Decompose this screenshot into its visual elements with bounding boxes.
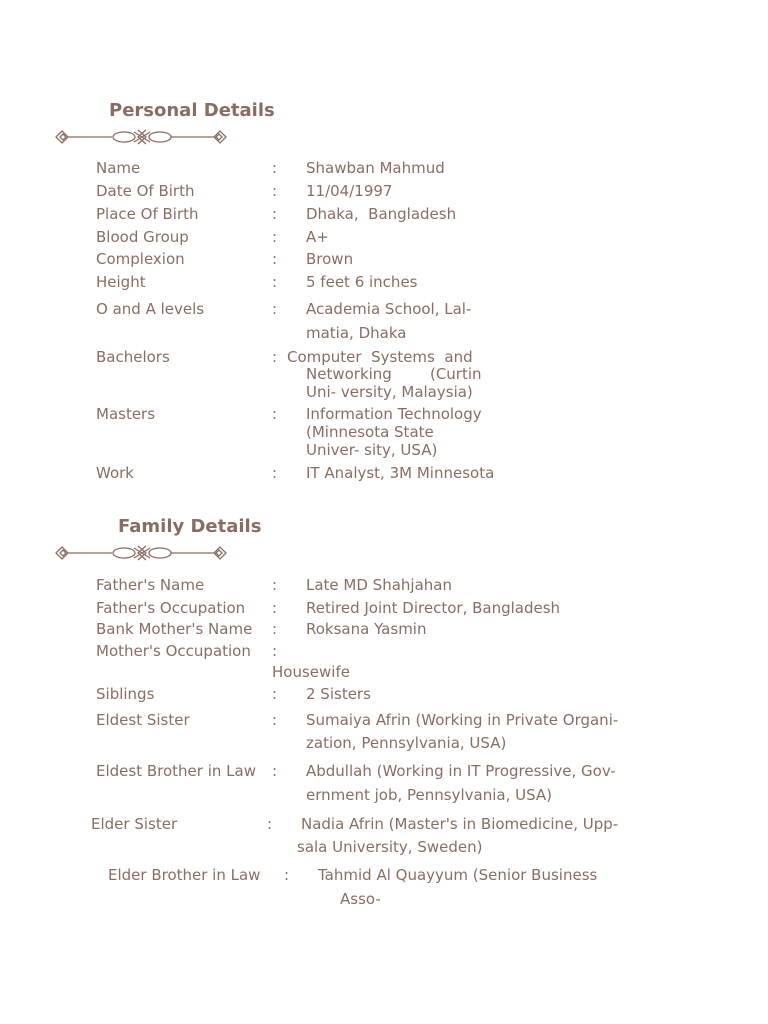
value-complexion: Brown [306, 250, 354, 268]
separator: : [272, 620, 278, 638]
value-elder-brother-in-law-line-1: Tahmid Al Quayyum (Senior Business [318, 866, 598, 884]
divider-ornament-icon [54, 542, 228, 564]
label-elder-brother-in-law: Elder Brother in Law [108, 866, 261, 884]
value-bachelors-line-1: Computer Systems and [287, 348, 473, 366]
label-complexion: Complexion [96, 250, 185, 268]
separator: : [272, 576, 278, 594]
value-eldest-sister-line-2: zation, Pennsylvania, USA) [306, 734, 507, 752]
value-elder-sister-line-2: sala University, Sweden) [297, 838, 483, 856]
value-o-and-a-levels-line-1: Academia School, Lal- [306, 300, 472, 318]
label-bachelors: Bachelors [96, 348, 170, 366]
label-fathers-occupation: Father's Occupation [96, 599, 246, 617]
value-bachelors-line-3: Uni- versity, Malaysia) [306, 383, 473, 401]
value-masters-line-3: Univer- sity, USA) [306, 441, 438, 459]
label-work: Work [96, 464, 134, 482]
separator: : [284, 866, 290, 884]
label-date-of-birth: Date Of Birth [96, 182, 195, 200]
separator: : [272, 599, 278, 617]
value-mothers-occupation: Housewife [272, 663, 350, 681]
label-masters: Masters [96, 405, 156, 423]
label-place-of-birth: Place Of Birth [96, 205, 199, 223]
value-elder-brother-in-law-line-2: Asso- [340, 890, 381, 908]
personal-details-heading: Personal Details [109, 100, 275, 121]
separator: : [272, 205, 278, 223]
separator: : [272, 685, 278, 703]
value-height: 5 feet 6 inches [306, 273, 418, 291]
value-bachelors-line-2: Networking (Curtin [306, 365, 482, 383]
label-name: Name [96, 159, 141, 177]
value-place-of-birth: Dhaka, Bangladesh [306, 205, 457, 223]
value-work: IT Analyst, 3M Minnesota [306, 464, 495, 482]
value-fathers-occupation: Retired Joint Director, Bangladesh [306, 599, 561, 617]
separator: : [272, 762, 278, 780]
label-eldest-sister: Eldest Sister [96, 711, 190, 729]
separator: : [272, 300, 278, 318]
value-eldest-brother-in-law-line-2: ernment job, Pennsylvania, USA) [306, 786, 553, 804]
value-masters-line-2: (Minnesota State [306, 423, 434, 441]
separator: : [272, 250, 278, 268]
separator: : [272, 228, 278, 246]
value-blood-group: A+ [306, 228, 329, 246]
separator: : [272, 642, 278, 660]
separator: : [267, 815, 273, 833]
value-masters-line-1: Information Technology [306, 405, 482, 423]
family-details-heading: Family Details [118, 516, 262, 537]
value-elder-sister-line-1: Nadia Afrin (Master's in Biomedicine, Upp- [301, 815, 619, 833]
label-eldest-brother-in-law: Eldest Brother in Law [96, 762, 256, 780]
value-date-of-birth: 11/04/1997 [306, 182, 393, 200]
value-o-and-a-levels-line-2: matia, Dhaka [306, 324, 407, 342]
label-elder-sister: Elder Sister [91, 815, 178, 833]
value-fathers-name: Late MD Shahjahan [306, 576, 452, 594]
value-eldest-brother-in-law-line-1: Abdullah (Working in IT Progressive, Gov- [306, 762, 616, 780]
label-mothers-occupation: Mother's Occupation [96, 642, 251, 660]
value-mothers-name: Roksana Yasmin [306, 620, 427, 638]
label-fathers-name: Father's Name [96, 576, 205, 594]
divider-ornament-icon [54, 126, 228, 148]
label-height: Height [96, 273, 146, 291]
label-o-and-a-levels: O and A levels [96, 300, 205, 318]
separator: : [272, 273, 278, 291]
separator: : [272, 711, 278, 729]
separator: : [272, 464, 278, 482]
separator: : [272, 159, 278, 177]
separator: : [272, 182, 278, 200]
label-mothers-name: Bank Mother's Name [96, 620, 253, 638]
value-name: Shawban Mahmud [306, 159, 445, 177]
label-blood-group: Blood Group [96, 228, 189, 246]
label-siblings: Siblings [96, 685, 155, 703]
value-eldest-sister-line-1: Sumaiya Afrin (Working in Private Organi- [306, 711, 619, 729]
separator: : [272, 405, 278, 423]
value-siblings: 2 Sisters [306, 685, 371, 703]
separator: : [272, 348, 278, 366]
